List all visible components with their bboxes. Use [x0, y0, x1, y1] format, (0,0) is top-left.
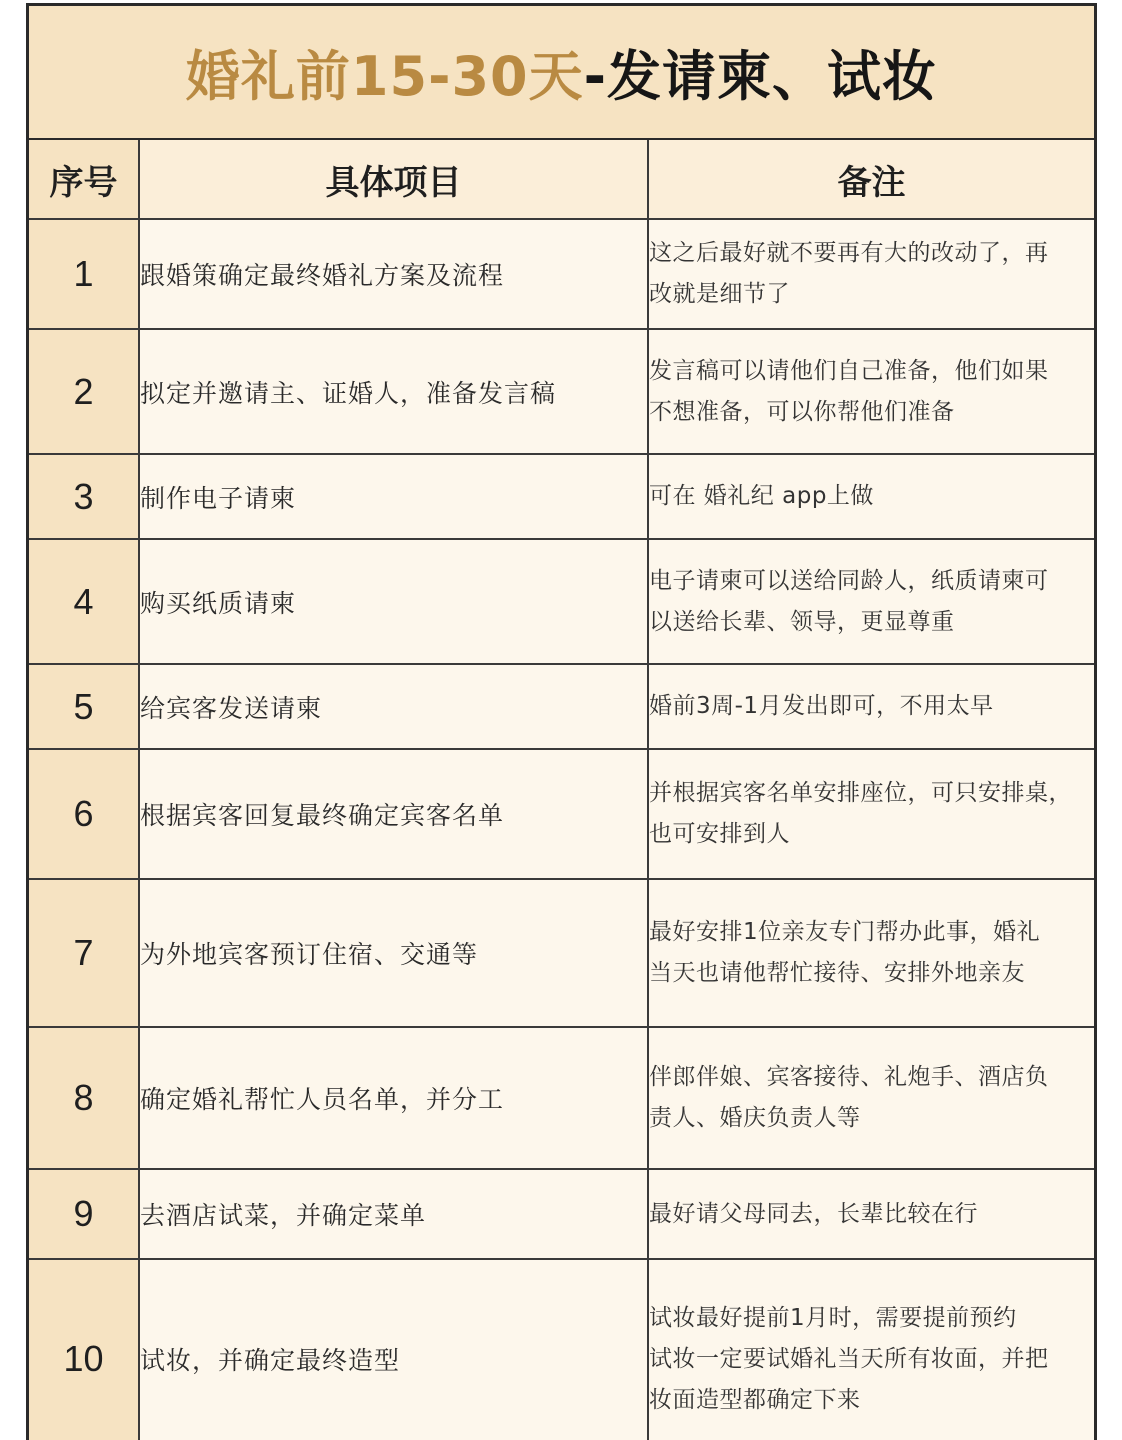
header-item: 具体项目: [139, 140, 648, 219]
note-line: 伴郎伴娘、宾客接待、礼炮手、酒店负: [649, 1064, 1049, 1090]
note-line: 这之后最好就不要再有大的改动了，再: [649, 240, 1049, 266]
note-line: 妆面造型都确定下来: [649, 1386, 861, 1413]
note-line: 试妆一定要试婚礼当天所有妆面，并把: [649, 1345, 1049, 1372]
row-item: 给宾客发送请柬: [139, 664, 648, 749]
note-line: 也可安排到人: [649, 821, 790, 847]
page-title: [186, 34, 937, 111]
row-item: 跟婚策确定最终婚礼方案及流程: [139, 219, 648, 329]
row-index: 6: [29, 749, 139, 879]
title-period: 婚礼前15-30天: [185, 44, 584, 108]
table-row: [29, 879, 1094, 1027]
row-note: [648, 749, 1094, 879]
row-note: [648, 219, 1094, 329]
note-line: 发言稿可以请他们自己准备，他们如果: [649, 357, 1049, 384]
row-note: [648, 1027, 1094, 1169]
note-line: 不想准备，可以你帮他们准备: [649, 398, 955, 425]
row-item: 拟定并邀请主、证婚人，准备发言稿: [139, 329, 648, 454]
row-note: [648, 664, 1094, 749]
title-band: [29, 6, 1094, 140]
row-index: 8: [29, 1027, 139, 1169]
note-line: 试妆最好提前1月时，需要提前预约: [649, 1304, 1017, 1331]
table-row: [29, 664, 1094, 749]
note-line: 当天也请他帮忙接待、安排外地亲友: [649, 960, 1025, 986]
note-line: 最好安排1位亲友专门帮办此事，婚礼: [649, 919, 1041, 945]
row-note: [648, 454, 1094, 539]
note-line: 可在 婚礼纪 app上做: [649, 483, 874, 509]
header-index: 序号: [29, 140, 139, 219]
row-index: 4: [29, 539, 139, 664]
table-row: [29, 1259, 1094, 1440]
table-row: [29, 1027, 1094, 1169]
table-row: [29, 749, 1094, 879]
row-item: 确定婚礼帮忙人员名单，并分工: [139, 1027, 648, 1169]
note-line: 电子请柬可以送给同龄人，纸质请柬可: [649, 567, 1049, 594]
note-line: 责人、婚庆负责人等: [649, 1105, 861, 1131]
schedule-table: [29, 140, 1094, 1440]
row-index: 5: [29, 664, 139, 749]
table-row: [29, 219, 1094, 329]
table-header-row: [29, 140, 1094, 219]
row-note: [648, 1169, 1094, 1259]
row-note: [648, 879, 1094, 1027]
title-topic: -发请柬、试妆: [583, 44, 938, 108]
note-line: 最好请父母同去，长辈比较在行: [649, 1200, 978, 1227]
row-item: 试妆，并确定最终造型: [139, 1259, 648, 1440]
row-index: 2: [29, 329, 139, 454]
note-line: 婚前3周-1月发出即可，不用太早: [649, 693, 994, 719]
table-row: [29, 329, 1094, 454]
row-index: 3: [29, 454, 139, 539]
row-index: 7: [29, 879, 139, 1027]
schedule-sheet: [26, 3, 1097, 1440]
note-line: 以送给长辈、领导，更显尊重: [649, 608, 955, 635]
row-item: 为外地宾客预订住宿、交通等: [139, 879, 648, 1027]
row-index: 10: [29, 1259, 139, 1440]
row-note: [648, 539, 1094, 664]
row-item: 根据宾客回复最终确定宾客名单: [139, 749, 648, 879]
note-line: 改就是细节了: [649, 281, 790, 307]
row-item: 制作电子请柬: [139, 454, 648, 539]
table-row: [29, 539, 1094, 664]
row-item: 购买纸质请柬: [139, 539, 648, 664]
note-line: 并根据宾客名单安排座位，可只安排桌，: [649, 780, 1072, 806]
row-note: [648, 329, 1094, 454]
row-index: 9: [29, 1169, 139, 1259]
row-item: 去酒店试菜，并确定菜单: [139, 1169, 648, 1259]
row-note: [648, 1259, 1094, 1440]
row-index: 1: [29, 219, 139, 329]
header-note: 备注: [648, 140, 1094, 219]
table-row: [29, 454, 1094, 539]
table-row: [29, 1169, 1094, 1259]
